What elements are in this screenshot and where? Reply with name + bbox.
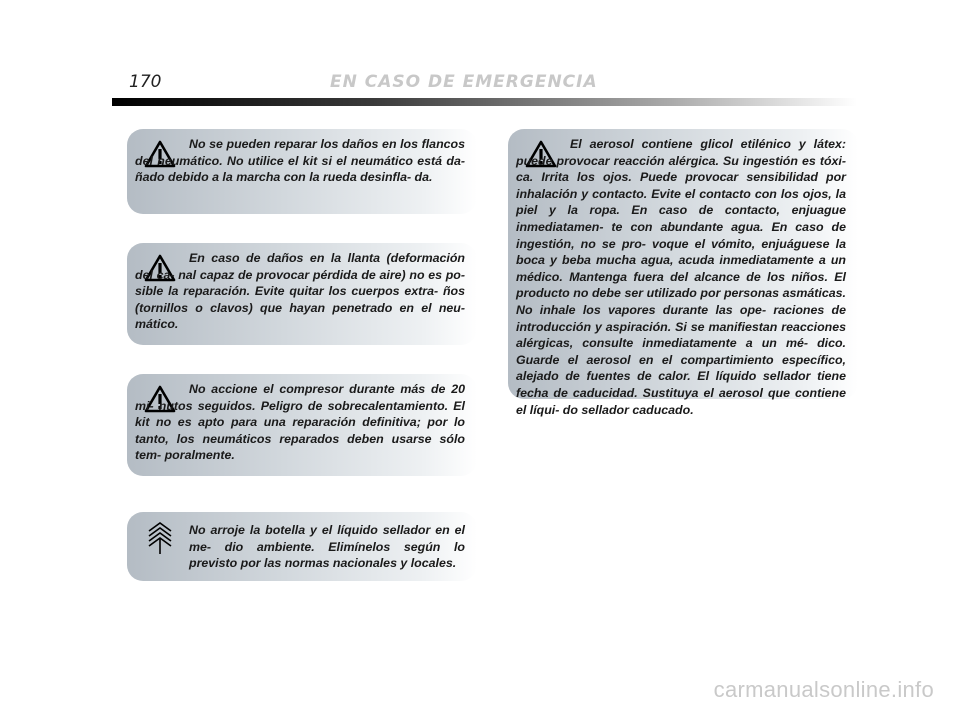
section-title: EN CASO DE EMERGENCIA (330, 72, 598, 92)
warning-note-compressor (127, 374, 477, 476)
note-text: No accione el compresor durante más de 20 mi- nutos seguidos. Peligro de sobrecalentamiento. El kit no es apto para una reparación definitiva; por lo tanto, los neumáticos reparados deben usarse sólo tem- poralmente. (135, 382, 465, 463)
note-text: El aerosol contiene glicol etilénico y látex: puede provocar reacción alérgica. Su ingestión es tóxi- ca. Irrita los ojos. Puede provocar sensibilidad por inhalación y contacto. Evite el contacto con los ojos, la piel y la ropa. En caso de contacto, enjuague inmediatamen- te con abundante agua. En caso de ingestión, no se pro- voque el vómito, enjuáguese la boca y beba mucha agua, acuda inmediatamente a un médico. Mantenga fuera del alcance de los niños. El producto no debe ser utilizado por personas asmáticas. No inhale los vapores durante las ope- raciones de introducción y aspiración. Si se manifiestan reacciones alérgicas, consulte inmediatamente a un mé- dico. Guarde el aerosol en el compartimiento específico, alejado de fuentes de calor. El líquido sellador tiene fecha de caducidad. Sustituya el aerosol que contiene el líqui- do sellador caducado. (516, 137, 846, 417)
note-text: No se pueden reparar los daños en los flancos del neumático. No utilice el kit si el neumático está da- ñado debido a la marcha con la rueda desinfla- da. (135, 137, 465, 185)
watermark: carmanualsonline.info (713, 677, 934, 702)
header-rule (112, 98, 857, 106)
note-text: En caso de daños en la llanta (deformación del ca- nal capaz de provocar pérdida de aire) no es po- sible la reparación. Evite quitar los cuerpos extra- ños (tornillos o clavos) que hayan penetrado en el neu- mático. (135, 251, 465, 332)
warning-note-sidewall (127, 129, 477, 214)
environment-note-disposal (127, 512, 477, 581)
page-number: 170 (129, 72, 162, 92)
note-text: No arroje la botella y el líquido sellador en el me- dio ambiente. Elimínelos según lo previsto por las normas nacionales y locales. (189, 523, 465, 571)
warning-note-rim (127, 243, 477, 345)
warning-note-aerosol (508, 129, 858, 417)
